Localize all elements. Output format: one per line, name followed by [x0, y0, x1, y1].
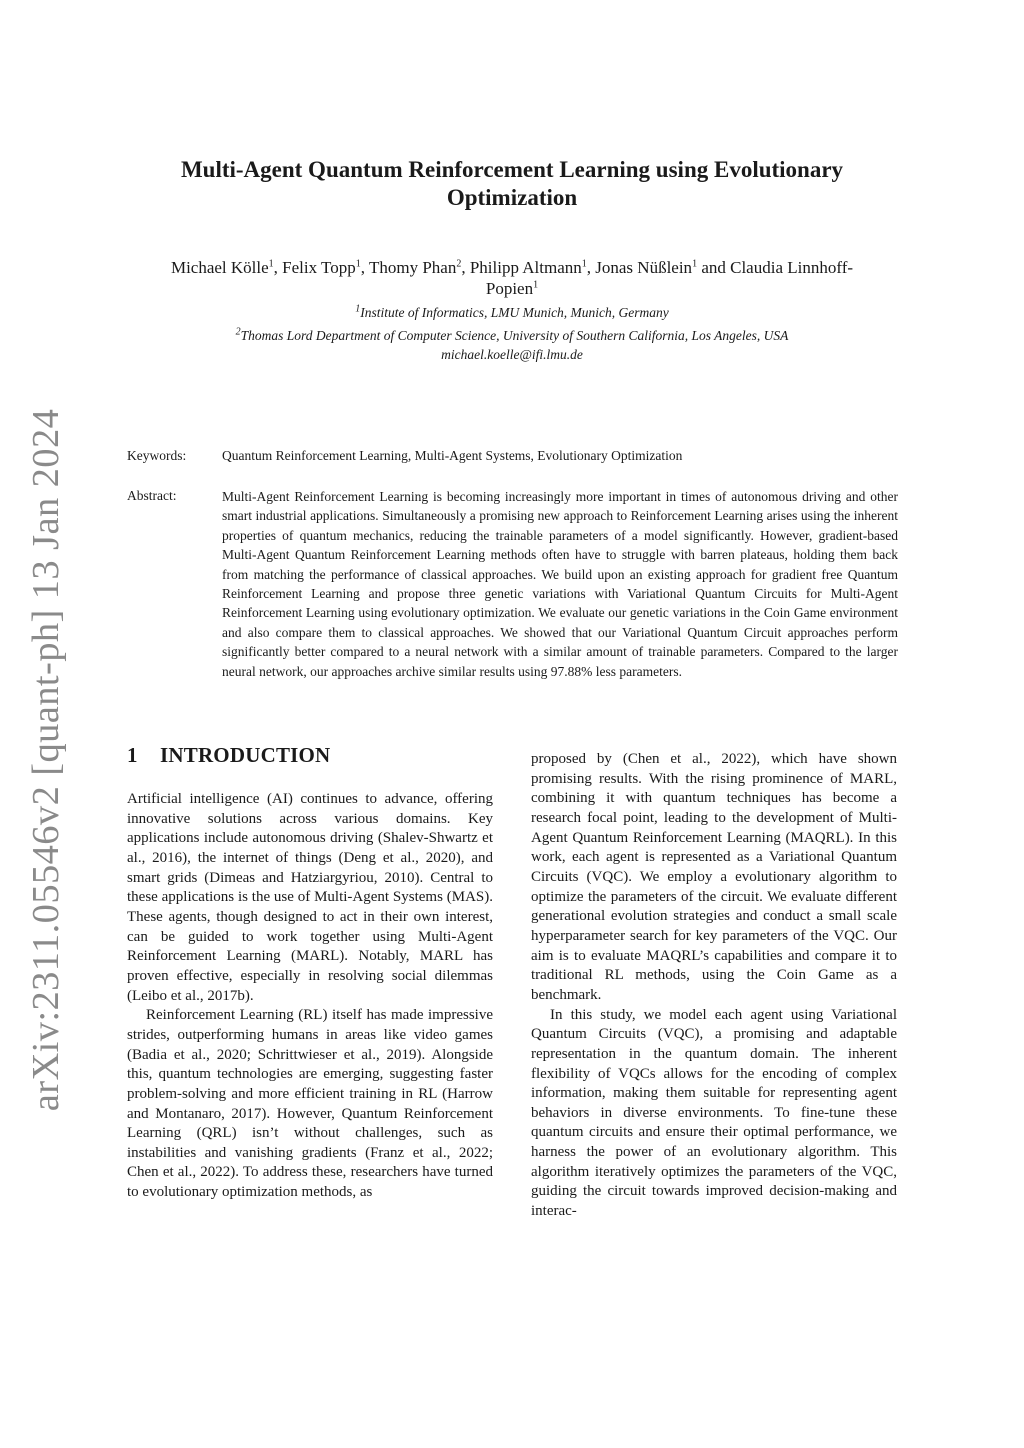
author-name: Felix Topp — [282, 258, 356, 277]
paragraph: Artificial intelligence (AI) continues to advance, offering innovative solutions across various domains. Key applications include autonomous driving (Shalev-Shwartz et al., 2016), the internet of things (Deng et al., 2020), and smart grids (Dimeas and Hatziargyriou, 2010). Central to these applications is the use of Multi-Agent Systems (MAS). These agents, though designed to act in their own interest, can be guided to work together using Multi-Agent Reinforcement Learning (MARL). Notably, MARL has proven effective, especially in resolving social dilemmas (Leibo et al., 2017b). — [127, 791, 493, 1004]
affiliation — [100, 304, 924, 322]
author-affiliation-mark: 1 — [692, 258, 698, 270]
paragraph: In this study, we model each agent using Variational Quantum Circuits (VQC), a promising and adaptable representation in the quantum domain. The inherent flexibility of VQCs allows for the encoding of complex information, making them suitable for representing agent behaviors in diverse environments. To fine-tune these quantum circuits and ensure their optimal performance, we harness the power of an evolutionary algorithm. This algorithm iteratively optimizes the parameters of the VQC, guiding the circuit towards improved decision-making and interac- — [531, 1006, 897, 1220]
affiliation-text: Thomas Lord Department of Computer Science, University of Southern California, Los Angeles, USA — [240, 328, 789, 343]
author-separator: and — [697, 258, 731, 277]
arxiv-identifier-text: arXiv:2311.05546v2 [quant-ph] 13 Jan 2024 — [25, 408, 67, 1112]
author-name: Philipp Altmann — [469, 258, 582, 277]
author-separator: , — [461, 258, 470, 277]
author-affiliation-mark: 1 — [581, 258, 587, 270]
keywords-label: Keywords: — [127, 448, 187, 463]
affiliation-text: Institute of Informatics, LMU Munich, Munich, Germany — [360, 305, 669, 320]
paragraph: proposed by (Chen et al., 2022), which have shown promising results. With the rising prominence of MARL, combining it with quantum techniques has become a research focal point, leading to the development of Multi-Agent Quantum Reinforcement Learning (MAQRL). In this work, each agent is represented as a Variational Quantum Circuits (VQC). We employ a evolutionary algorithm to optimize the parameters of the circuit. We evaluate different generational evolution strategies and conduct a small scale hyperparameter search for key parameters of the VQC. Our aim is to evaluate MAQRL’s capabilities and compare it to traditional RL methods, using the Coin Game as a benchmark. — [531, 751, 897, 1003]
section-heading — [127, 743, 330, 768]
author-affiliation-mark: 1 — [355, 258, 361, 270]
affiliation-number: 2 — [235, 326, 241, 338]
abstract-text: Multi-Agent Reinforcement Learning is becoming increasingly more important in times of autonomous driving and other smart industrial applications. Simultaneously a promising new approach to Reinforcement Learning arises using the inherent properties of quantum mechanics, reducing the trainable parameters of a model significantly. However, gradient-based Multi-Agent Quantum Reinforcement Learning methods often have to struggle with barren plateaus, holding them back from matching the performance of classical approaches. We build upon an existing approach for gradient free Quantum Reinforcement Learning and propose three genetic variations with Variational Quantum Circuits for Multi-Agent Reinforcement Learning using evolutionary optimization. We evaluate our genetic variations in the Coin Game environment and also compare them to classical approaches. We showed that our Variational Quantum Circuit approaches perform significantly better compared to a neural network with a similar amount of trainable parameters. Compared to the larger neural network, our approaches archive similar results using 97.88% less parameters. — [222, 489, 898, 679]
author-separator: , — [273, 258, 283, 277]
author-name: Jonas Nüßlein — [595, 258, 693, 277]
affiliation — [100, 327, 924, 345]
author-separator: , — [360, 258, 369, 277]
section-title: INTRODUCTION — [160, 743, 331, 767]
paper-title: Multi-Agent Quantum Reinforcement Learning using Evolutionary Optimization — [180, 157, 844, 210]
author-list — [150, 257, 874, 299]
author-name: Thomy Phan — [368, 258, 457, 277]
author-name: Claudia Linnhoff-Popien — [485, 258, 854, 298]
arxiv-identifier — [16, 408, 76, 1112]
left-column — [127, 790, 493, 1203]
author-separator: , — [586, 258, 596, 277]
author-affiliation-mark: 1 — [268, 258, 274, 270]
author-affiliation-mark: 2 — [456, 258, 462, 270]
author-affiliation-mark: 1 — [533, 279, 539, 291]
author — [369, 258, 470, 277]
author-name: Michael Kölle — [170, 258, 269, 277]
author — [282, 258, 369, 277]
contact-email: michael.koelle@ifi.lmu.de — [441, 347, 583, 362]
author — [470, 258, 595, 277]
affiliation-number: 1 — [355, 303, 361, 315]
abstract-label: Abstract: — [127, 488, 177, 503]
paragraph: Reinforcement Learning (RL) itself has made impressive strides, outperforming humans in areas like video games (Badia et al., 2020; Schrittwieser et al., 2019). Alongside this, quantum technologies are emerging, suggesting faster problem-solving and more efficient training in RL (Harrow and Montanaro, 2017). However, Quantum Reinforcement Learning (QRL) isn’t without challenges, such as instabilities and vanishing gradients (Franz et al., 2022; Chen et al., 2022). To address these, researchers have turned to evolutionary optimization methods, as — [127, 1007, 493, 1201]
keywords-text: Quantum Reinforcement Learning, Multi-Agent Systems, Evolutionary Optimization — [222, 448, 683, 463]
section-number: 1 — [127, 743, 138, 767]
author — [171, 258, 282, 277]
right-column — [531, 750, 897, 1222]
author — [595, 258, 730, 277]
